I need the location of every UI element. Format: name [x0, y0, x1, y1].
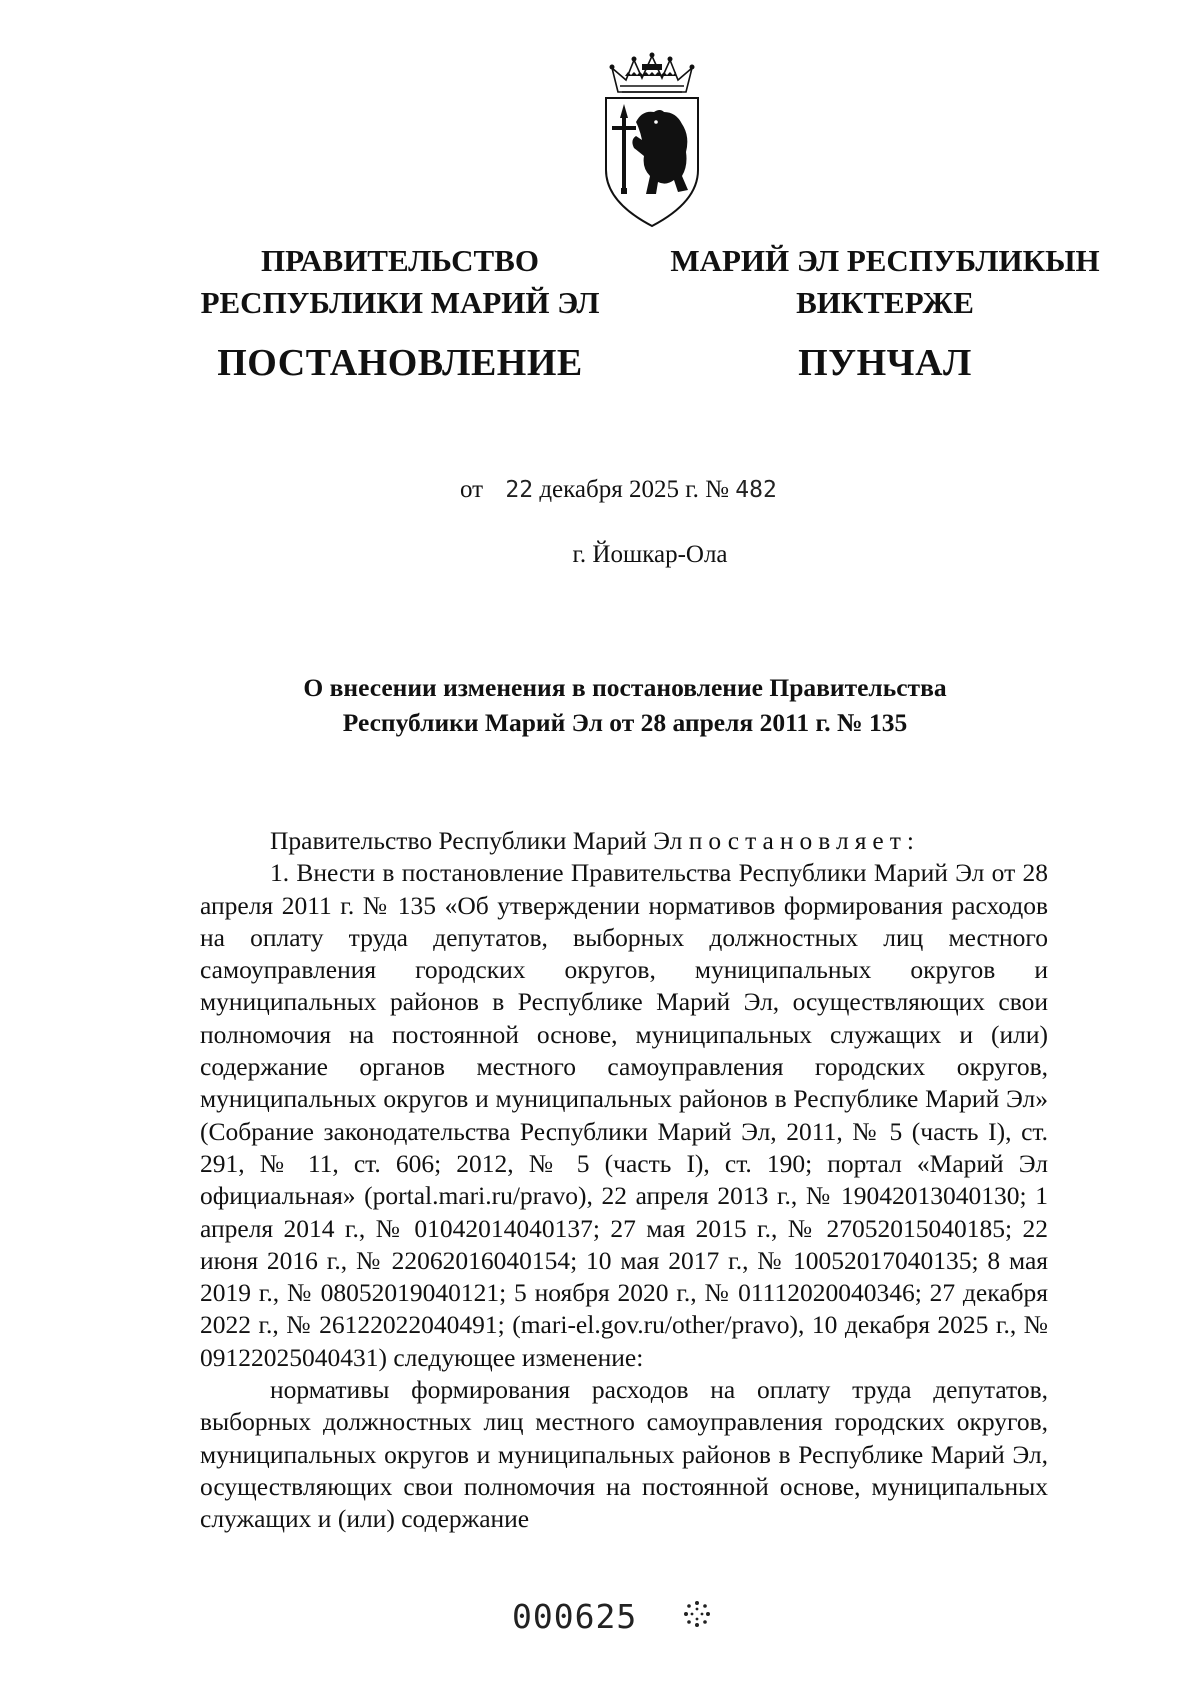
- title-line2: Республики Марий Эл от 28 апреля 2011 г. № 135: [342, 708, 908, 737]
- document-number: 482: [735, 477, 777, 503]
- org-name-mari-line2: ВИКТЕРЖЕ: [796, 285, 974, 320]
- date-prefix: от: [460, 476, 484, 503]
- date-day: 22: [505, 477, 534, 503]
- preamble: [200, 825, 1048, 857]
- document-title: [200, 670, 1050, 740]
- org-name-ru-line2: РЕСПУБЛИКИ МАРИЙ ЭЛ: [200, 285, 600, 320]
- serial-number: 000625: [512, 1597, 638, 1636]
- doc-type-ru: ПОСТАНОВЛЕНИЕ: [217, 342, 583, 384]
- title-line1: О внесении изменения в постановление Правительства: [303, 673, 947, 702]
- paragraph-2: нормативы формирования расходов на оплату труда депутатов, выборных должностных лиц местного самоуправления городских округов, муниципальных округов и муниципальных районов в Республике Марий Эл, осуществляющих свои полномочия на постоянной основе, муниципальных служащих и (или) содержание: [200, 1375, 1048, 1534]
- preamble-verb: постановляет:: [688, 826, 920, 855]
- document-body: [200, 825, 1048, 1536]
- city: г. Йошкар-Ола: [572, 541, 728, 568]
- date-line: [460, 474, 777, 506]
- date-month-year: декабря 2025 г. №: [539, 476, 729, 503]
- org-name-mari-line1: МАРИЙ ЭЛ РЕСПУБЛИКЫН: [670, 243, 1100, 278]
- header-right: [660, 240, 1110, 387]
- doc-type-mari: ПУНЧАЛ: [798, 342, 972, 384]
- paragraph-1: 1. Внести в постановление Правительства Республики Марий Эл от 28 апреля 2011 г. № 135 «Об утверждении нормативов формирования расходов на оплату труда депутатов, выборных должностных лиц местного самоуправления городских округов, муниципальных округов и муниципальных районов в Республике Марий Эл, осуществляющих свои полномочия на постоянной основе, муниципальных служащих и (или) содержание органов местного самоуправления городских округов, муниципальных округов и муниципальных районов в Республике Марий Эл» (Собрание законодательства Республики Марий Эл, 2011, № 5 (часть I), ст. 291, № 11, ст. 606; 2012, № 5 (часть I), ст. 190; портал «Марий Эл официальная» (portal.mari.ru/pravo), 22 апреля 2013 г., № 19042013040130; 1 апреля 2014 г., № 01042014040137; 27 мая 2015 г., № 27052015040185; 22 июня 2016 г., № 22062016040154; 10 мая 2017 г., № 10052017040135; 8 мая 2019 г., № 08052019040121; 5 ноября 2020 г., № 01112020040346; 27 декабря 2022 г., № 26122022040491; (mari-el.gov.ru/other/pravo), 10 декабря 2025 г., № 09122025040431) следующее изменение:: [200, 858, 1048, 1372]
- org-name-ru-line1: ПРАВИТЕЛЬСТВО: [261, 243, 539, 278]
- asterisk-mark-icon: [682, 1599, 712, 1629]
- preamble-text: Правительство Республики Марий Эл: [270, 826, 689, 855]
- coat-of-arms-icon: [598, 52, 706, 230]
- header-left: [200, 240, 600, 387]
